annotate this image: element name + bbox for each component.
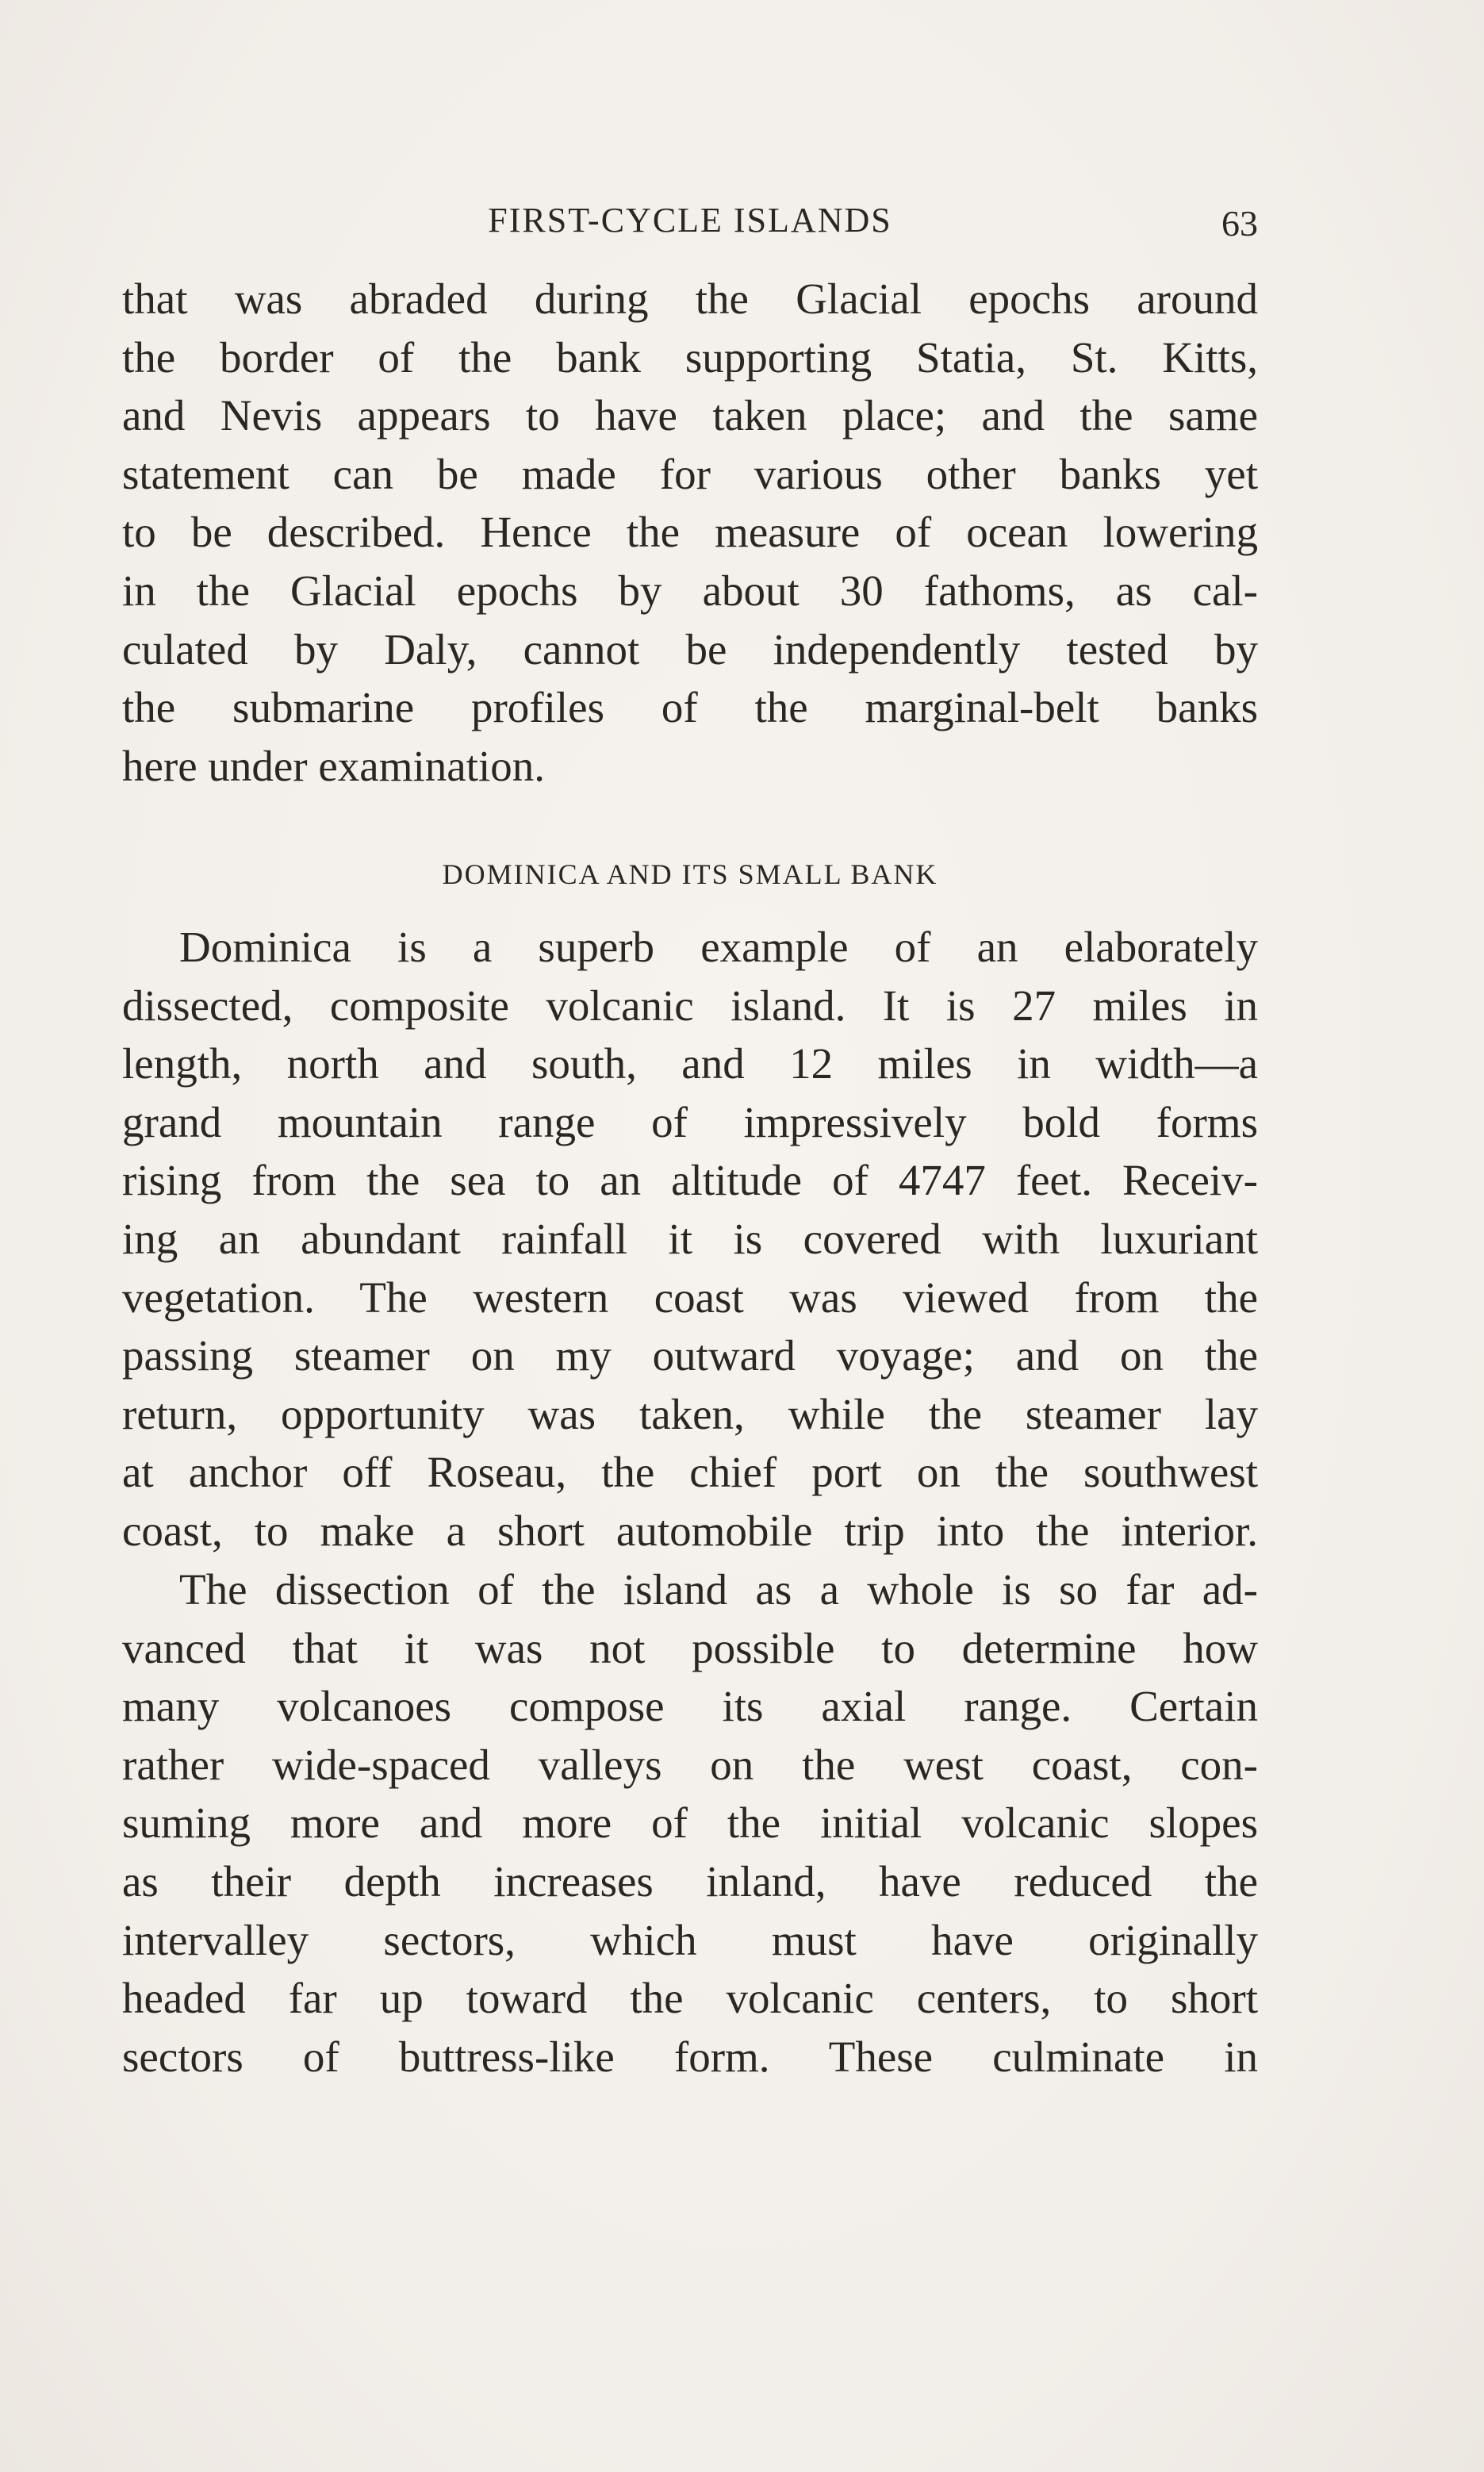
text-line: Dominica is a superb example of an elaborately	[179, 923, 1258, 971]
paragraph-dominica	[122, 918, 1258, 1560]
text-line: the border of the bank supporting Statia, St. Kitts,	[122, 332, 1258, 382]
text-line: ing an abundant rainfall it is covered with luxuriant	[122, 1214, 1258, 1263]
text-line: as their depth increases inland, have reduced the	[122, 1856, 1258, 1906]
section-heading: DOMINICA AND ITS SMALL BANK	[442, 858, 938, 890]
paragraph-dissection	[122, 1560, 1258, 2086]
running-head	[122, 197, 1258, 244]
text-line: rather wide-spaced valleys on the west coast, con-	[122, 1740, 1258, 1789]
text-line: length, north and south, and 12 miles in width—a	[122, 1039, 1258, 1088]
text-line: The dissection of the island as a whole is so far ad-	[179, 1565, 1258, 1614]
text-line: grand mountain range of impressively bold forms	[122, 1097, 1258, 1146]
paragraph-continued	[122, 270, 1258, 795]
text-line: dissected, composite volcanic island. It is 27 miles in	[122, 981, 1258, 1030]
text-line: many volcanoes compose its axial range. Certain	[122, 1682, 1258, 1731]
text-line: here under examination.	[122, 741, 545, 790]
text-line: the submarine profiles of the marginal-belt banks	[122, 683, 1258, 732]
text-line: suming more and more of the initial volcanic slopes	[122, 1798, 1258, 1848]
running-title: FIRST-CYCLE ISLANDS	[488, 201, 892, 240]
text-line: that was abraded during the Glacial epochs around	[122, 274, 1258, 323]
text-line: return, opportunity was taken, while the steamer lay	[122, 1389, 1258, 1438]
text-line: passing steamer on my outward voyage; and on the	[122, 1331, 1258, 1380]
text-line: and Nevis appears to have taken place; and the same	[122, 391, 1258, 440]
text-line: to be described. Hence the measure of ocean lowering	[122, 508, 1258, 557]
page-number: 63	[1221, 203, 1258, 244]
text-line: sectors of buttress-like form. These culminate in	[122, 2032, 1258, 2081]
text-line: coast, to make a short automobile trip into the interior.	[122, 1506, 1258, 1555]
text-line: rising from the sea to an altitude of 4747 feet. Receiv-	[122, 1156, 1258, 1205]
text-line: culated by Daly, cannot be independently tested by	[122, 624, 1258, 674]
text-line: intervalley sectors, which must have originally	[122, 1915, 1258, 1964]
text-line: at anchor off Roseau, the chief port on the southwest	[122, 1448, 1258, 1497]
text-line: vanced that it was not possible to determine how	[122, 1623, 1258, 1672]
text-line: headed far up toward the volcanic centers, to short	[122, 1974, 1258, 2023]
text-line: vegetation. The western coast was viewed from the	[122, 1272, 1258, 1322]
text-line: in the Glacial epochs by about 30 fathoms, as cal-	[122, 566, 1258, 615]
text-line: statement can be made for various other banks yet	[122, 449, 1258, 498]
